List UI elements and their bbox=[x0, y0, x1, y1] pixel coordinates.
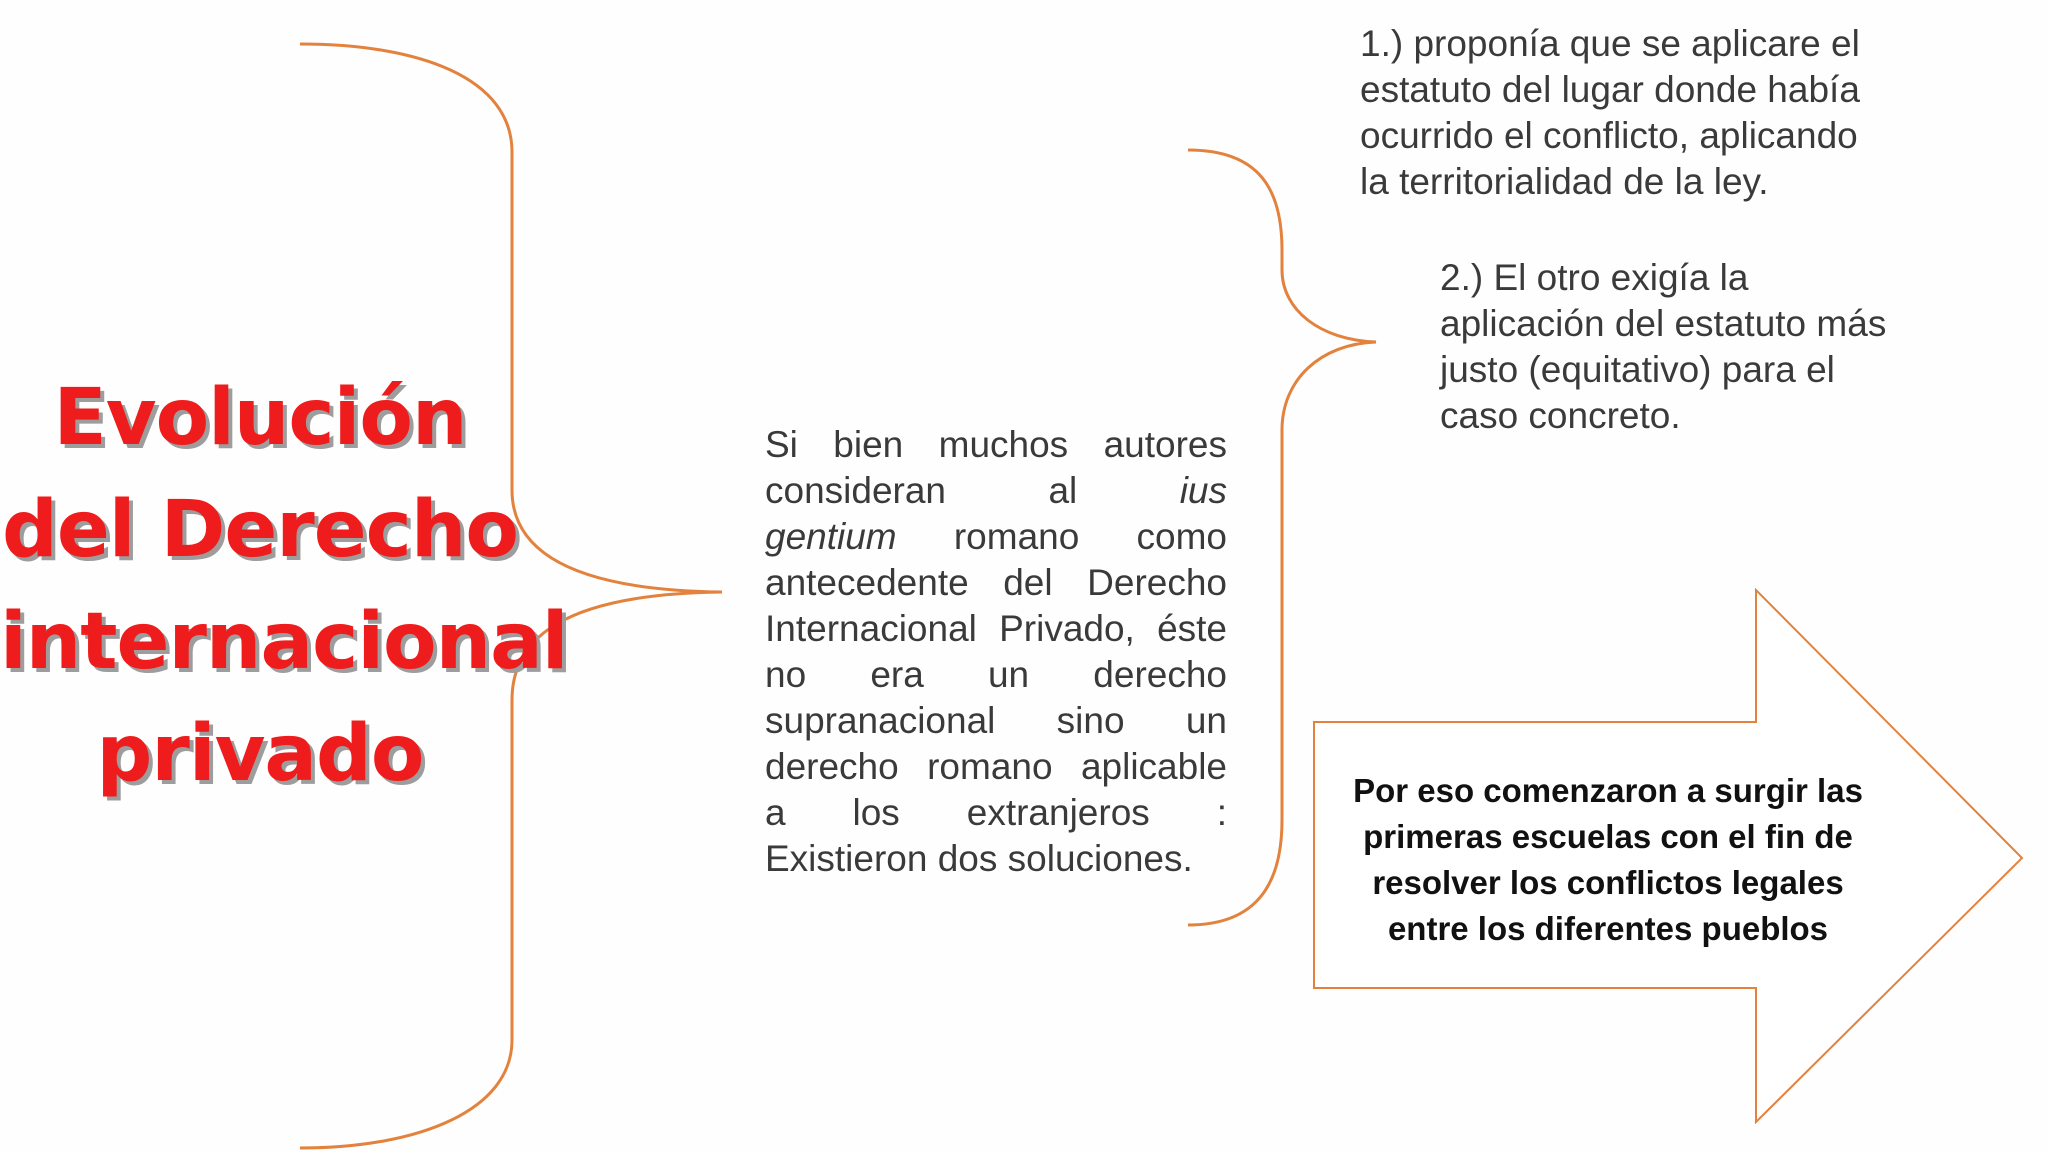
center-line: a los extranjeros : bbox=[765, 792, 1227, 833]
arrow-line: Por eso comenzaron a surgir las bbox=[1353, 772, 1863, 809]
solution-1-line: 1.) proponía que se aplicare el bbox=[1360, 23, 1860, 64]
title-line: del Derecho bbox=[2, 485, 518, 575]
solution-2-line: 2.) El otro exigía la bbox=[1440, 257, 1749, 298]
solution-1-line: ocurrido el conflicto, aplicando bbox=[1360, 115, 1858, 156]
center-line: antecedente del Derecho bbox=[765, 562, 1227, 603]
arrow-line: entre los diferentes pueblos bbox=[1387, 910, 1829, 947]
center-line: supranacional sino un bbox=[765, 700, 1227, 741]
center-line: Si bien muchos autores bbox=[765, 424, 1227, 465]
center-line: consideran al ius bbox=[765, 470, 1227, 511]
title-line: privado bbox=[96, 709, 424, 799]
arrow-box-text bbox=[1318, 768, 1898, 952]
title-line: Evolución bbox=[53, 373, 467, 463]
center-line: Internacional Privado, éste bbox=[765, 608, 1227, 649]
solution-1-line: la territorialidad de la ley. bbox=[1360, 161, 1769, 202]
solution-2 bbox=[1440, 255, 1960, 439]
title-line: internacional bbox=[0, 597, 568, 687]
solution-1 bbox=[1360, 21, 1920, 205]
solution-2-line: justo (equitativo) para el bbox=[1440, 349, 1835, 390]
center-line: no era un derecho bbox=[765, 654, 1227, 695]
solution-1-line: estatuto del lugar donde había bbox=[1360, 69, 1860, 110]
solution-2-line: aplicación del estatuto más bbox=[1440, 303, 1887, 344]
center-line: Existieron dos soluciones. bbox=[765, 838, 1193, 879]
solution-2-line: caso concreto. bbox=[1440, 395, 1681, 436]
center-line: gentium romano como bbox=[765, 516, 1227, 557]
arrow-line: resolver los conflictos legales bbox=[1372, 864, 1844, 901]
center-explanation bbox=[765, 422, 1227, 882]
center-line: derecho romano aplicable bbox=[765, 746, 1227, 787]
arrow-line: primeras escuelas con el fin de bbox=[1363, 818, 1853, 855]
main-title bbox=[0, 362, 568, 810]
